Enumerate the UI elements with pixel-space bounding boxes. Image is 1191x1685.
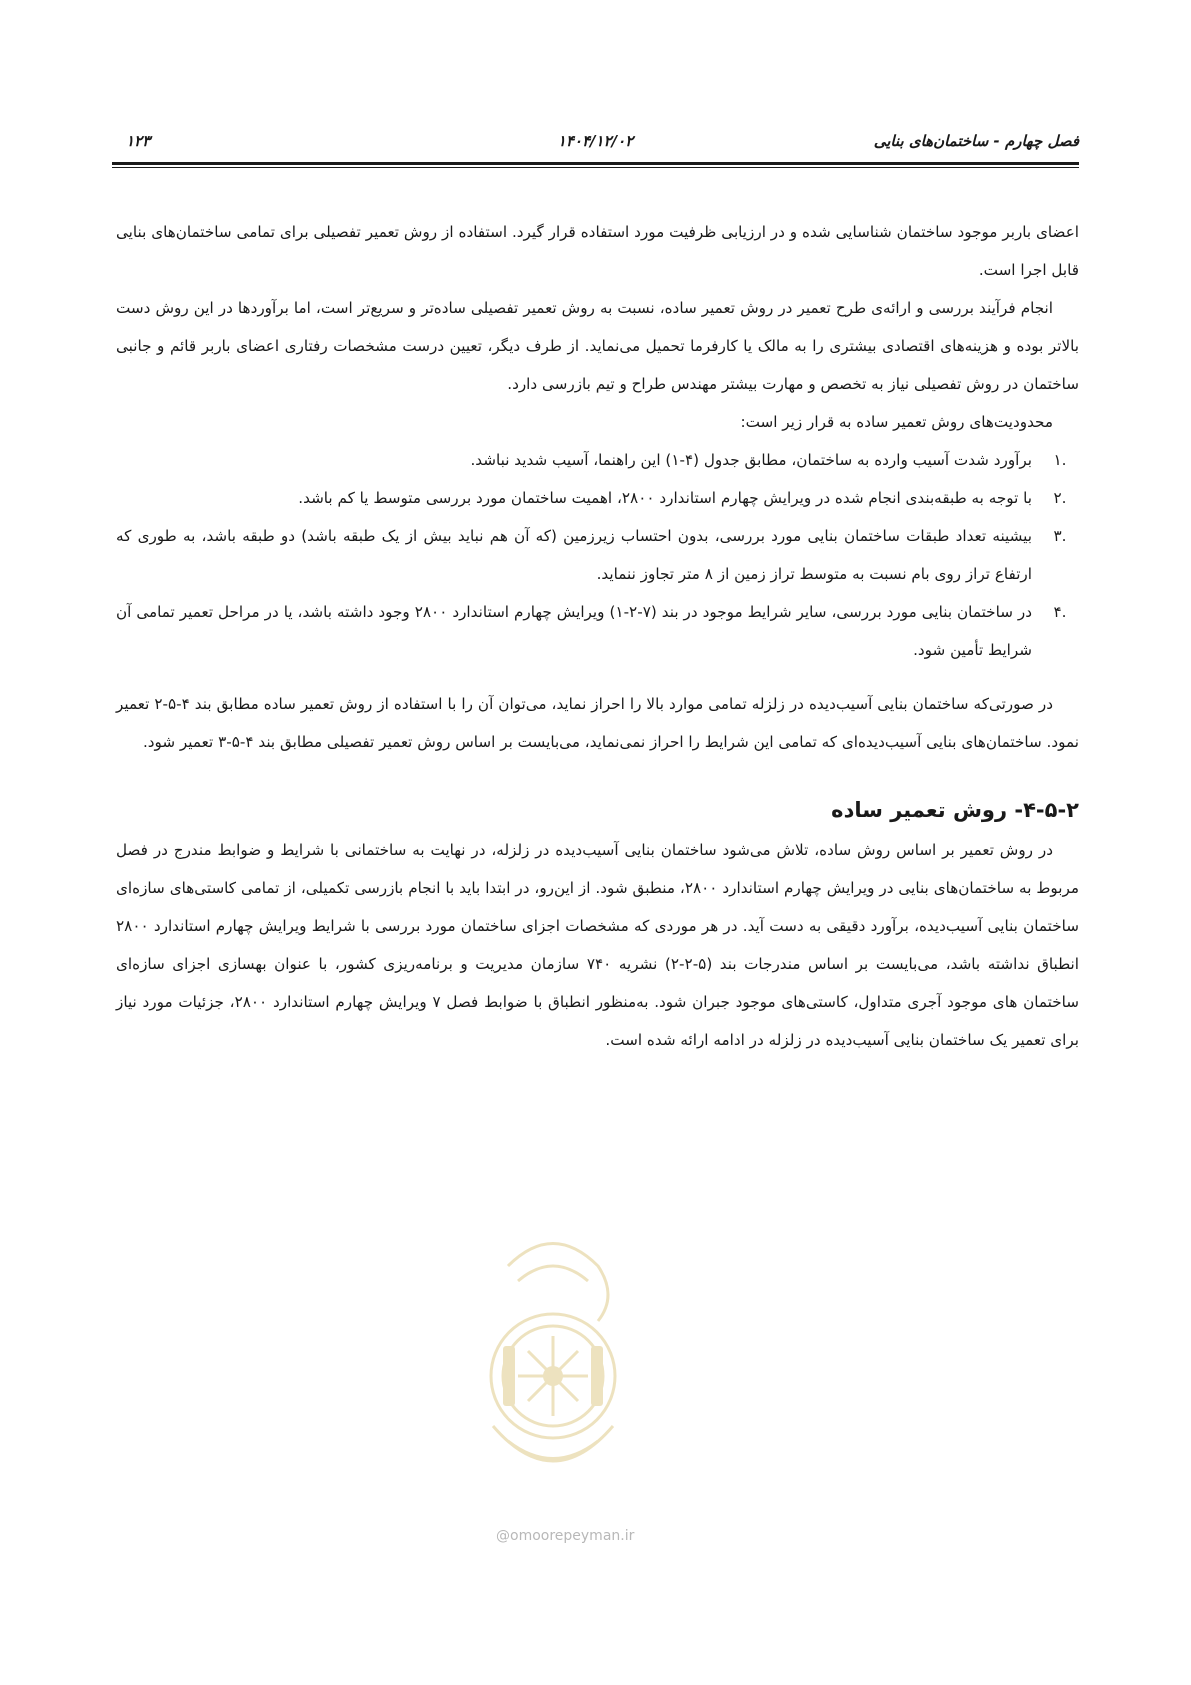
list-item-number: .۲ bbox=[1053, 489, 1067, 507]
paragraph-4: در صورتی‌که ساختمان بنایی آسیب‌دیده در زلزله تمامی موارد بالا را احراز نماید، می‌توان آن را با استفاده از روش تعمیر ساده مطابق بند ۴-۵-۲ تعمیر نمود. ساختمان‌های بنایی آسیب‌دیده‌ای که تمامی این شرایط را احراز نمی‌نماید، می‌بایست بر اساس روش تعمیر تفصیلی مطابق بند ۴-۵-۳ تعمیر شود. bbox=[116, 695, 1079, 751]
chapter-title: فصل چهارم - ساختمان‌های بنایی bbox=[873, 132, 1079, 150]
watermark-logo-icon bbox=[448, 1226, 658, 1486]
list-item-number: .۴ bbox=[1053, 603, 1067, 621]
list-item bbox=[116, 441, 1079, 479]
paragraph-5: در روش تعمیر بر اساس روش ساده، تلاش می‌شود ساختمان بنایی آسیب‌دیده در زلزله، در نهایت به ساختمانی با شرایط و ضوابط مندرج در فصل مربوط به ساختمان‌های بنایی در ویرایش چهارم استاندارد ۲۸۰۰، منطبق شود. از این‌رو، در ابتدا باید با انجام بازرسی تکمیلی، از تمامی کاستی‌های سازه‌ای ساختمان بنایی آسیب‌دیده، برآورد دقیقی به دست آید. در هر موردی که مشخصات اجزای ساختمان مورد بررسی با شرایط ویرایش چهارم استاندارد ۲۸۰۰ انطباق نداشته باشد، می‌بایست بر اساس مندرجات بند (۵-۲-۲) نشریه ۷۴۰ سازمان مدیریت و برنامه‌ریزی کشور، با عنوان بهسازی اجزای سازه‌ای ساختمان های موجود آجری متداول، کاستی‌های موجود جبران شود. به‌منظور انطباق با ضوابط فصل ۷ ویرایش چهارم استاندارد ۲۸۰۰، جزئیات مورد نیاز برای تعمیر یک ساختمان بنایی آسیب‌دیده در زلزله در ادامه ارائه شده است. bbox=[116, 841, 1080, 1049]
list-item-number: .۳ bbox=[1053, 527, 1067, 545]
page-number: ۱۲۳ bbox=[126, 132, 151, 150]
paragraph-1: اعضای باربر موجود ساختمان شناسایی شده و در ارزیابی ظرفیت مورد استفاده قرار گیرد. استفاده از روش تعمیر تفصیلی برای تمامی ساختمان‌های بنایی قابل اجرا است. bbox=[116, 223, 1079, 279]
list-item bbox=[116, 593, 1079, 669]
list-item-text: در ساختمان بنایی مورد بررسی، سایر شرایط موجود در بند (۷-۲-۱) ویرایش چهارم استاندارد ۲۸۰۰ وجود داشته باشد، یا در مراحل تعمیر تمامی آن شرایط تأمین شود. bbox=[116, 603, 1032, 659]
header-rule-thick bbox=[112, 162, 1079, 165]
header-date: ۱۴۰۴/۱۲/۰۲ bbox=[557, 132, 634, 150]
page-header bbox=[112, 128, 1079, 158]
list-item-number: .۱ bbox=[1053, 451, 1067, 469]
list-item-text: بیشینه تعداد طبقات ساختمان بنایی مورد بررسی، بدون احتساب زیرزمین (که آن هم نباید بیش از یک طبقه باشد) دو طبقه باشد، به طوری که ارتفاع تراز روی بام نسبت به متوسط تراز زمین از ۸ متر تجاوز ننماید. bbox=[116, 527, 1032, 583]
list-item bbox=[116, 517, 1079, 593]
section-heading: ۴-۵-۲- روش تعمیر ساده bbox=[831, 798, 1079, 822]
list-item-text: برآورد شدت آسیب وارده به ساختمان، مطابق جدول (۴-۱) این راهنما، آسیب شدید نباشد. bbox=[470, 451, 1032, 469]
header-rule-thin bbox=[112, 167, 1079, 168]
paragraph-3: محدودیت‌های روش تعمیر ساده به قرار زیر است: bbox=[740, 413, 1053, 431]
list-item bbox=[116, 479, 1079, 517]
body-text bbox=[116, 213, 1079, 1059]
limitations-list bbox=[116, 441, 1079, 669]
list-item-text: با توجه به طبقه‌بندی انجام شده در ویرایش چهارم استاندارد ۲۸۰۰، اهمیت ساختمان مورد بررسی متوسط یا کم باشد. bbox=[298, 489, 1032, 507]
watermark-site: @omoorepeyman.ir bbox=[496, 1528, 635, 1544]
paragraph-2: انجام فرآیند بررسی و ارائه‌ی طرح تعمیر در روش تعمیر ساده، نسبت به روش تعمیر تفصیلی ساده‌تر و سریع‌تر است، اما برآوردها در این روش دست بالاتر بوده و هزینه‌های اقتصادی بیشتری را به مالک یا کارفرما تحمیل می‌نماید. از طرف دیگر، تعیین درست مشخصات رفتاری اعضای باربر قائم و جانبی ساختمان در روش تفصیلی نیاز به تخصص و مهارت بیشتر مهندس طراح و تیم بازرسی دارد. bbox=[116, 299, 1079, 393]
